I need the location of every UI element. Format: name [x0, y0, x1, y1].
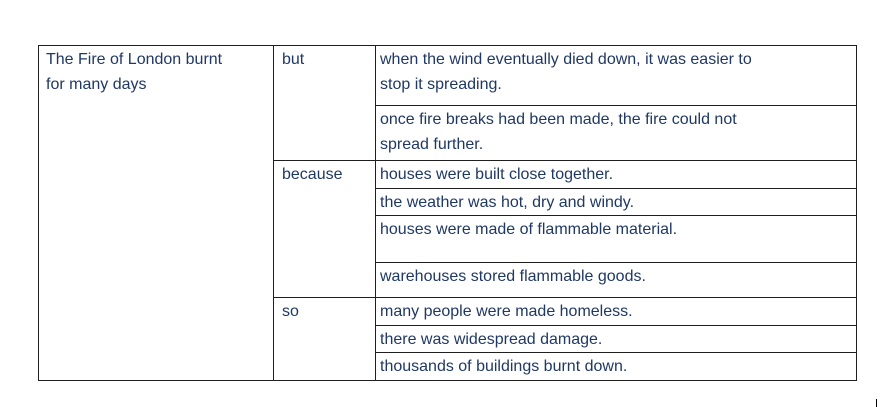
column-divider — [273, 45, 274, 381]
clause-line: when the wind eventually died down, it was easier to — [380, 51, 752, 68]
column-divider — [375, 45, 376, 381]
conjunction-so: so — [282, 303, 299, 320]
clause-line: stop it spreading. — [380, 76, 502, 93]
conjunction-because: because — [282, 166, 343, 183]
clause-line: the weather was hot, dry and windy. — [380, 194, 635, 211]
clause-line: warehouses stored flammable goods. — [380, 268, 646, 285]
edge-mark — [876, 399, 877, 407]
row-divider — [375, 105, 857, 106]
clause-line: many people were made homeless. — [380, 303, 633, 320]
clause-line: there was widespread damage. — [380, 331, 603, 348]
subject-line: for many days — [46, 76, 147, 93]
subject-line: The Fire of London burnt — [46, 51, 223, 68]
clause-line: houses were built close together. — [380, 166, 614, 183]
clause-line: once fire breaks had been made, the fire could not — [380, 111, 737, 128]
row-divider — [375, 352, 857, 353]
group-divider — [273, 297, 857, 298]
conjunction-but: but — [282, 51, 305, 68]
row-divider — [375, 325, 857, 326]
clause-line: houses were made of flammable material. — [380, 221, 678, 238]
row-divider — [375, 215, 857, 216]
group-divider — [273, 160, 857, 161]
row-divider — [375, 262, 857, 263]
clause-line: spread further. — [380, 136, 484, 153]
row-divider — [375, 188, 857, 189]
clause-line: thousands of buildings burnt down. — [380, 358, 628, 375]
